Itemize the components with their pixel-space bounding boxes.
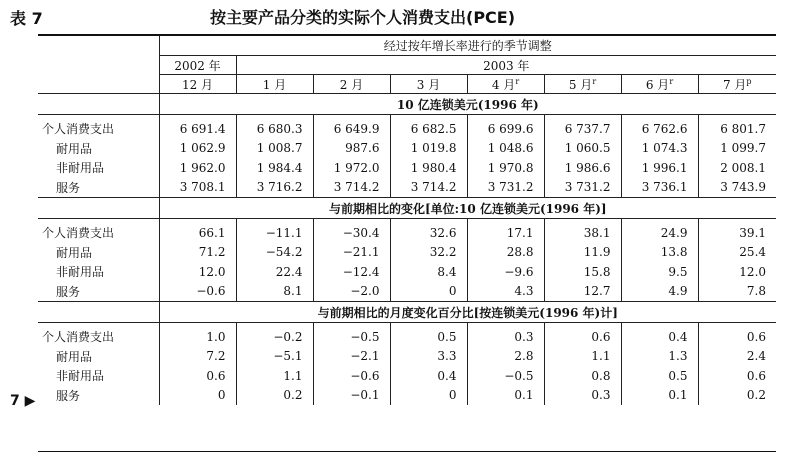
table-cell: 1.3	[621, 347, 698, 367]
month-header	[390, 75, 467, 94]
month-label: 1 月	[262, 77, 287, 92]
table-cell: 4.9	[621, 282, 698, 302]
row-label: 个人消费支出	[42, 226, 115, 241]
corner-cell	[38, 56, 159, 75]
table-cell: 3 714.2	[390, 178, 467, 198]
month-mark: r	[669, 76, 674, 86]
month-label: 7 月	[722, 77, 747, 92]
table-cell: 6 762.6	[621, 115, 698, 139]
month-mark: r	[592, 76, 597, 86]
table-row	[38, 262, 776, 282]
table-cell: 1 062.9	[159, 139, 236, 159]
table-cell: 12.7	[544, 282, 621, 302]
row-label: 服务	[56, 284, 81, 299]
table-cell: 1 099.7	[698, 139, 776, 159]
table-cell: 6 691.4	[159, 115, 236, 139]
table-row	[38, 178, 776, 198]
table-cell: 1 972.0	[313, 158, 390, 178]
table-cell: 2.8	[467, 347, 544, 367]
month-header	[467, 75, 544, 94]
section-title-row	[38, 94, 776, 115]
header-row-months	[38, 75, 776, 94]
table-row	[38, 243, 776, 263]
table-cell: 0.2	[236, 386, 313, 406]
table-cell: 6 649.9	[313, 115, 390, 139]
month-mark: r	[515, 76, 520, 86]
month-label: 3 月	[416, 77, 441, 92]
month-header	[159, 75, 236, 94]
table-cell: 3.3	[390, 347, 467, 367]
month-header	[698, 75, 776, 94]
table-cell: 12.0	[159, 262, 236, 282]
header-row-note	[38, 36, 776, 56]
section-title: 与前期相比的月度变化百分比[按连锁美元(1996 年)计]	[159, 302, 776, 323]
table-cell: 4.3	[467, 282, 544, 302]
table-row	[38, 282, 776, 302]
table-cell: 28.8	[467, 243, 544, 263]
table-cell: 0.1	[621, 386, 698, 406]
table-cell: 3 743.9	[698, 178, 776, 198]
table-label: 表 7	[10, 9, 43, 28]
corner-cell	[38, 302, 159, 323]
table-cell: 1 962.0	[159, 158, 236, 178]
table-cell: −0.1	[313, 386, 390, 406]
table-cell: 6 699.6	[467, 115, 544, 139]
corner-cell	[38, 36, 159, 56]
table-cell: 0.2	[698, 386, 776, 406]
table-cell: 11.9	[544, 243, 621, 263]
bottom-rule	[38, 451, 776, 452]
table-cell: 1 074.3	[621, 139, 698, 159]
table-cell: 1 996.1	[621, 158, 698, 178]
table-row	[38, 219, 776, 243]
table-cell: 0.5	[390, 323, 467, 347]
table-cell: 9.5	[621, 262, 698, 282]
table-cell: 71.2	[159, 243, 236, 263]
table-cell: 0.6	[159, 366, 236, 386]
table-cell: 0.1	[467, 386, 544, 406]
table-row	[38, 386, 776, 406]
row-label: 服务	[56, 388, 81, 403]
row-label: 个人消费支出	[42, 122, 115, 137]
table-cell: 7.8	[698, 282, 776, 302]
table-cell: −30.4	[313, 219, 390, 243]
table-cell: 0.3	[467, 323, 544, 347]
table-title: 按主要产品分类的实际个人消费支出(PCE)	[210, 8, 516, 27]
year-2003-header: 2003 年	[236, 56, 776, 75]
month-label: 6 月	[645, 77, 670, 92]
table-cell: 2 008.1	[698, 158, 776, 178]
table-cell: 0	[390, 282, 467, 302]
month-mark: p	[746, 76, 752, 86]
table-cell: 3 736.1	[621, 178, 698, 198]
month-label: 2 月	[339, 77, 364, 92]
section-title: 10 亿连锁美元(1996 年)	[159, 94, 776, 115]
corner-cell	[38, 198, 159, 219]
table-cell: −0.6	[313, 366, 390, 386]
table-cell: 6 737.7	[544, 115, 621, 139]
corner-cell	[38, 75, 159, 94]
table-cell: 0.5	[621, 366, 698, 386]
table-body	[38, 36, 776, 405]
table-cell: 32.2	[390, 243, 467, 263]
table-cell: 17.1	[467, 219, 544, 243]
table-cell: 32.6	[390, 219, 467, 243]
table-cell: −0.6	[159, 282, 236, 302]
pce-table	[38, 36, 776, 405]
table-row	[38, 158, 776, 178]
table-row	[38, 323, 776, 347]
table-cell: 1 980.4	[390, 158, 467, 178]
table-cell: 1.1	[236, 366, 313, 386]
table-cell: 3 714.2	[313, 178, 390, 198]
section-title: 与前期相比的变化[单位:10 亿连锁美元(1996 年)]	[159, 198, 776, 219]
table-cell: 0	[390, 386, 467, 406]
table-cell: 24.9	[621, 219, 698, 243]
table-cell: 6 680.3	[236, 115, 313, 139]
table-cell: 2.4	[698, 347, 776, 367]
table-cell: 0.6	[544, 323, 621, 347]
row-label: 耐用品	[56, 349, 93, 364]
table-cell: −21.1	[313, 243, 390, 263]
table-cell: 8.4	[390, 262, 467, 282]
month-label: 12 月	[181, 77, 214, 92]
table-cell: 0.4	[621, 323, 698, 347]
table-cell: 66.1	[159, 219, 236, 243]
table-cell: 0.6	[698, 366, 776, 386]
table-cell: 1.1	[544, 347, 621, 367]
table-cell: 0	[159, 386, 236, 406]
table-cell: −5.1	[236, 347, 313, 367]
table-cell: 3 716.2	[236, 178, 313, 198]
month-header	[236, 75, 313, 94]
table-row	[38, 347, 776, 367]
header-row-years	[38, 56, 776, 75]
section-title-row	[38, 198, 776, 219]
month-header	[621, 75, 698, 94]
table-cell: −54.2	[236, 243, 313, 263]
table-cell: 1 984.4	[236, 158, 313, 178]
row-label: 非耐用品	[56, 369, 105, 384]
table-cell: 22.4	[236, 262, 313, 282]
table-cell: 1 048.6	[467, 139, 544, 159]
table-row	[38, 366, 776, 386]
table-row	[38, 139, 776, 159]
table-cell: 3 731.2	[544, 178, 621, 198]
table-cell: 1.0	[159, 323, 236, 347]
row-label: 个人消费支出	[42, 330, 115, 345]
section-title-row	[38, 302, 776, 323]
month-header	[313, 75, 390, 94]
table-cell: 1 060.5	[544, 139, 621, 159]
table-cell: −0.5	[313, 323, 390, 347]
table-cell: 0.4	[390, 366, 467, 386]
table-cell: −0.5	[467, 366, 544, 386]
table-cell: 987.6	[313, 139, 390, 159]
table-cell: 39.1	[698, 219, 776, 243]
corner-cell	[38, 94, 159, 115]
table-cell: 1 986.6	[544, 158, 621, 178]
table-cell: 38.1	[544, 219, 621, 243]
row-label: 服务	[56, 180, 81, 195]
table-cell: 7.2	[159, 347, 236, 367]
row-label: 耐用品	[56, 245, 93, 260]
table-cell: 6 801.7	[698, 115, 776, 139]
table-cell: −0.2	[236, 323, 313, 347]
table-cell: 0.6	[698, 323, 776, 347]
table-cell: 13.8	[621, 243, 698, 263]
table-cell: −2.0	[313, 282, 390, 302]
table-cell: 3 731.2	[467, 178, 544, 198]
table-cell: 1 008.7	[236, 139, 313, 159]
table-cell: −12.4	[313, 262, 390, 282]
table-cell: 3 708.1	[159, 178, 236, 198]
month-label: 5 月	[568, 77, 593, 92]
row-label: 非耐用品	[56, 265, 105, 280]
row-label: 耐用品	[56, 141, 93, 156]
table-cell: 1 970.8	[467, 158, 544, 178]
table-cell: 0.8	[544, 366, 621, 386]
table-cell: 12.0	[698, 262, 776, 282]
table-row	[38, 115, 776, 139]
side-marker: 7 ▶	[10, 393, 36, 409]
adjust-note: 经过按年增长率进行的季节调整	[159, 36, 776, 56]
table-cell: −11.1	[236, 219, 313, 243]
year-2002-header: 2002 年	[159, 56, 236, 75]
month-label: 4 月	[491, 77, 516, 92]
table-cell: 25.4	[698, 243, 776, 263]
table-cell: 8.1	[236, 282, 313, 302]
row-label: 非耐用品	[56, 161, 105, 176]
table-cell: −2.1	[313, 347, 390, 367]
table-cell: 0.3	[544, 386, 621, 406]
table-cell: 15.8	[544, 262, 621, 282]
table-cell: 6 682.5	[390, 115, 467, 139]
month-header	[544, 75, 621, 94]
table-cell: 1 019.8	[390, 139, 467, 159]
table-cell: −9.6	[467, 262, 544, 282]
